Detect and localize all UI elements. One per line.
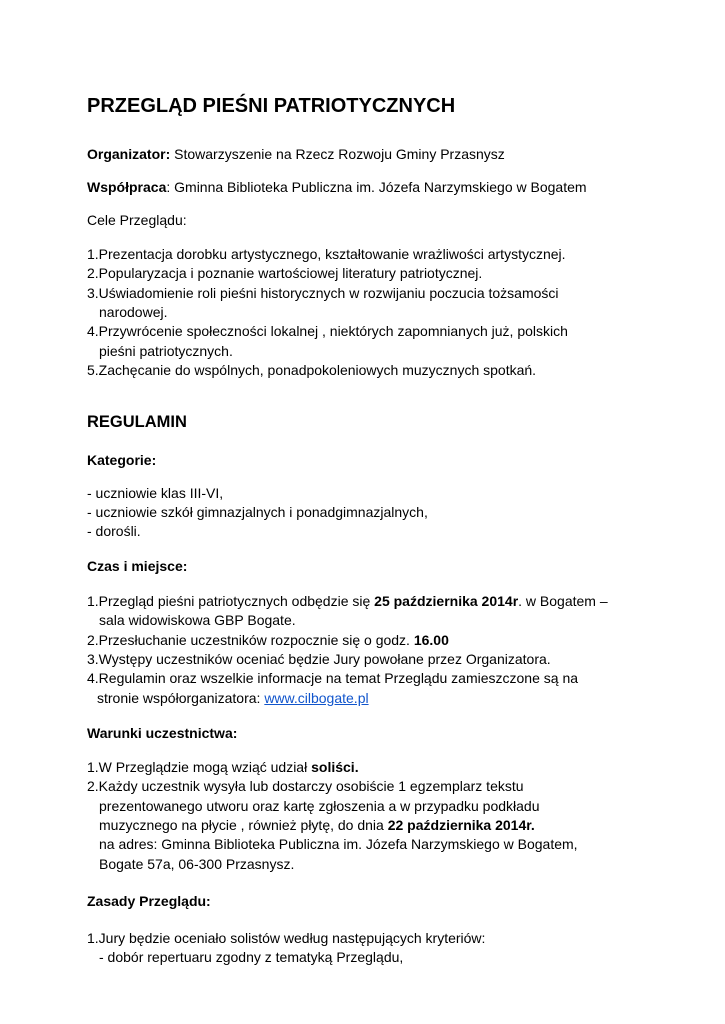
time-place-line: sala widowiskowa GBP Bogate.: [99, 612, 296, 628]
goal-item: 2.Popularyzacja i poznanie wartościowej literatury patriotycznej.: [87, 265, 483, 281]
organizer-line: [87, 145, 505, 163]
conditions-line: na adres: Gminna Biblioteka Publiczna im. Józefa Narzymskiego w Bogatem,: [99, 836, 578, 852]
cooperation-label: Współpraca: [87, 179, 167, 195]
goal-item-continuation: pieśni patriotycznych.: [99, 343, 233, 359]
cooperation-value: : Gminna Biblioteka Publiczna im. Józefa Narzymskiego w Bogatem: [166, 179, 587, 195]
organizer-value: Stowarzyszenie na Rzecz Rozwoju Gminy Przasnysz: [170, 146, 505, 162]
goal-item: 4.Przywrócenie społeczności lokalnej , niektórych zapomnianych już, polskich: [87, 323, 568, 339]
cooperation-line: [87, 178, 587, 196]
goal-item: 5.Zachęcanie do wspólnych, ponadpokoleniowych muzycznych spotkań.: [87, 362, 537, 378]
conditions-heading: Warunki uczestnictwa:: [87, 725, 238, 741]
category-item: - uczniowie szkół gimnazjalnych i ponadgimnazjalnych,: [87, 504, 428, 520]
start-time: 16.00: [413, 632, 449, 648]
website-link[interactable]: www.cilbogate.pl: [264, 690, 369, 706]
page-title: PRZEGLĄD PIEŚNI PATRIOTYCZNYCH: [87, 95, 456, 117]
time-place-heading: Czas i miejsce:: [87, 558, 188, 574]
conditions-line: 2.Każdy uczestnik wysyła lub dostarczy osobiście 1 egzemplarz tekstu: [87, 778, 524, 794]
time-place-line: 3.Występy uczestników oceniać będzie Jury powołane przez Organizatora.: [87, 651, 551, 667]
categories-heading: Kategorie:: [87, 452, 157, 468]
rules-line: 1.Jury będzie oceniało solistów według następujących kryteriów:: [87, 930, 486, 946]
conditions-text: muzycznego na płycie , również płytę, do dnia: [99, 817, 388, 833]
time-place-text: 2.Przesłuchanie uczestników rozpocznie się o godz.: [87, 632, 414, 648]
time-place-line: [97, 689, 369, 707]
time-place-text: . w Bogatem –: [518, 593, 608, 609]
category-item: - dorośli.: [87, 523, 141, 539]
conditions-text: 1.W Przeglądzie mogą wziąć udział: [87, 759, 312, 775]
time-place-line: 4.Regulamin oraz wszelkie informacje na temat Przeglądu zamieszczone są na: [87, 670, 579, 686]
event-date: 25 października 2014r: [374, 593, 519, 609]
conditions-line: [87, 758, 359, 776]
time-place-text: 1.Przegląd pieśni patriotycznych odbędzie się: [87, 593, 375, 609]
regulamin-heading: REGULAMIN: [87, 413, 187, 431]
goals-heading: Cele Przeglądu:: [87, 212, 187, 228]
conditions-line: Bogate 57a, 06-300 Przasnysz.: [99, 856, 295, 872]
conditions-line: [99, 816, 535, 834]
category-item: - uczniowie klas III-VI,: [87, 485, 224, 501]
rules-line: - dobór repertuaru zgodny z tematyką Przeglądu,: [99, 949, 404, 965]
time-place-line: [87, 592, 608, 610]
conditions-line: prezentowanego utworu oraz kartę zgłoszenia a w przypadku podkładu: [99, 798, 540, 814]
goal-item-continuation: narodowej.: [99, 304, 168, 320]
time-place-text: stronie współorganizatora:: [97, 690, 265, 706]
deadline-date: 22 października 2014r.: [387, 817, 535, 833]
soloists-text: soliści.: [311, 759, 359, 775]
goal-item: 3.Uświadomienie roli pieśni historycznych w rozwijaniu poczucia tożsamości: [87, 285, 559, 301]
rules-heading: Zasady Przeglądu:: [87, 893, 211, 909]
organizer-label: Organizator:: [87, 146, 171, 162]
goal-item: 1.Prezentacja dorobku artystycznego, kształtowanie wrażliwości artystycznej.: [87, 246, 566, 262]
time-place-line: [87, 631, 449, 649]
